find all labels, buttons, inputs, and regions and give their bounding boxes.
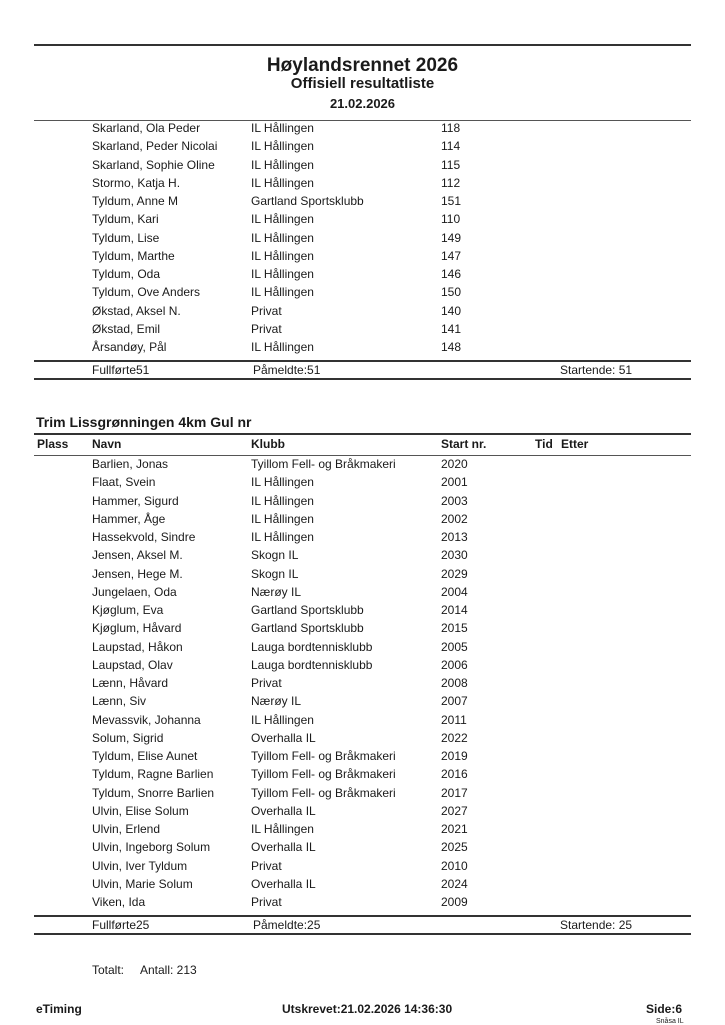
- club-name: Privat: [251, 895, 282, 909]
- class-title: Trim Lissgrønningen 4km Gul nr: [36, 414, 252, 430]
- table-row: [0, 247, 725, 265]
- col-place: Plass: [37, 437, 69, 451]
- table-row: [0, 674, 725, 692]
- table-row: [0, 229, 725, 247]
- table-row: [0, 473, 725, 491]
- table-row: [0, 747, 725, 765]
- table-row: [0, 565, 725, 583]
- runner-name: Kjøglum, Håvard: [92, 621, 182, 636]
- table-row: [0, 210, 725, 228]
- table-row: [0, 546, 725, 564]
- runner-name: Lænn, Siv: [92, 694, 147, 709]
- table-row: [0, 857, 725, 875]
- club-name: Lauga bordtennisklubb: [251, 639, 373, 654]
- runner-name: Skarland, Ola Peder: [92, 121, 201, 135]
- runner-name: Kjøglum, Eva: [92, 603, 164, 617]
- software-name: eTiming: [36, 1002, 82, 1016]
- start-number: 2020: [441, 457, 468, 471]
- club-name: IL Hållingen: [251, 285, 314, 300]
- table-row: [0, 119, 725, 137]
- club-name: Gartland Sportsklubb: [251, 194, 364, 208]
- runner-name: Tyldum, Ragne Barlien: [92, 767, 214, 782]
- club-name: Privat: [251, 858, 282, 873]
- start-number: 118: [441, 121, 461, 135]
- runner-name: Jungelaen, Oda: [92, 584, 177, 599]
- runner-name: Lænn, Håvard: [92, 676, 169, 690]
- table-row: [0, 338, 725, 356]
- table-row: [0, 156, 725, 174]
- section1-summary: [0, 361, 725, 379]
- start-number: 2010: [441, 858, 468, 873]
- runner-name: Jensen, Aksel M.: [92, 548, 183, 563]
- club-name: Skogn IL: [251, 566, 299, 581]
- club-name: IL Hållingen: [251, 493, 314, 508]
- table-row: [0, 802, 725, 820]
- page-number: Side:6: [646, 1002, 683, 1016]
- table-row: [0, 820, 725, 838]
- club-name: IL Hållingen: [251, 712, 314, 727]
- runner-name: Laupstad, Håkon: [92, 639, 183, 654]
- club-name: Overhalla IL: [251, 803, 316, 818]
- start-number: 149: [441, 230, 462, 245]
- table-row: [0, 137, 725, 155]
- runner-name: Jensen, Hege M.: [92, 566, 183, 581]
- section1-summary-bottom-rule: [34, 378, 691, 380]
- event-title: Høylandsrennet 2026: [266, 55, 459, 76]
- club-name: Privat: [251, 321, 282, 336]
- club-name: IL Hållingen: [251, 267, 314, 281]
- table-row: [0, 838, 725, 856]
- club-name: IL Hållingen: [251, 157, 314, 172]
- start-number: 2013: [441, 530, 468, 544]
- start-number: 147: [441, 248, 462, 263]
- runner-name: Tyldum, Marthe: [92, 248, 175, 263]
- runner-name: Skarland, Peder Nicolai: [92, 139, 218, 154]
- club-name: IL Hållingen: [251, 121, 314, 135]
- runner-name: Ulvin, Iver Tyldum: [92, 858, 188, 873]
- start-number: 2022: [441, 730, 468, 745]
- club-name: IL Hållingen: [251, 230, 314, 245]
- start-number: 110: [441, 212, 461, 227]
- club-name: IL Hållingen: [251, 248, 314, 263]
- start-number: 2009: [441, 895, 468, 909]
- registered-count: Påmeldte:51: [253, 363, 321, 377]
- top-rule: [34, 44, 691, 46]
- col-name: Navn: [92, 437, 122, 451]
- start-number: 2014: [441, 603, 468, 617]
- start-number: 2004: [441, 584, 468, 599]
- start-number: 115: [441, 157, 461, 172]
- report-subtitle: Offisiell resultatliste: [290, 75, 435, 92]
- report-date: 21.02.2026: [329, 96, 396, 111]
- totals-label: Totalt:: [92, 963, 125, 977]
- club-name: Overhalla IL: [251, 730, 316, 745]
- table-row: [0, 455, 725, 473]
- start-number: 140: [441, 303, 462, 318]
- runner-name: Ulvin, Ingeborg Solum: [92, 840, 211, 855]
- table-row: [0, 283, 725, 301]
- table-row: [0, 729, 725, 747]
- organizer-name: Snåsa IL: [656, 1018, 684, 1025]
- registered-count: Påmeldte:25: [253, 918, 321, 932]
- start-number: 114: [441, 139, 461, 154]
- start-number: 2001: [441, 475, 468, 490]
- table-row: [0, 711, 725, 729]
- runner-name: Tyldum, Oda: [92, 267, 161, 281]
- runner-name: Hassekvold, Sindre: [92, 530, 196, 544]
- runner-name: Ulvin, Erlend: [92, 822, 161, 836]
- runner-name: Hammer, Sigurd: [92, 493, 179, 508]
- runner-name: Laupstad, Olav: [92, 657, 173, 672]
- starters-count: Startende: 51: [560, 363, 633, 377]
- printed-timestamp: Utskrevet:21.02.2026 14:36:30: [282, 1002, 453, 1016]
- table-row: [0, 302, 725, 320]
- table-row: [0, 875, 725, 893]
- table-row: [0, 893, 725, 911]
- club-name: Privat: [251, 303, 282, 318]
- runner-name: Årsandøy, Pål: [92, 340, 167, 354]
- table-row: [0, 528, 725, 546]
- runner-name: Ulvin, Marie Solum: [92, 876, 193, 891]
- club-name: IL Hållingen: [251, 530, 314, 544]
- start-number: 2011: [441, 712, 467, 727]
- section2-summary-bottom-rule: [34, 933, 691, 935]
- table-row: [0, 601, 725, 619]
- start-number: 141: [441, 321, 462, 336]
- runner-name: Økstad, Emil: [92, 321, 161, 336]
- runner-name: Tyldum, Ove Anders: [92, 285, 201, 300]
- table-row: [0, 656, 725, 674]
- runner-name: Hammer, Åge: [92, 511, 166, 526]
- club-name: IL Hållingen: [251, 175, 314, 190]
- start-number: 2005: [441, 639, 468, 654]
- start-number: 112: [441, 175, 461, 190]
- table-row: [0, 692, 725, 710]
- start-number: 2019: [441, 749, 468, 763]
- completed-count: Fullførte51: [92, 363, 150, 377]
- start-number: 2016: [441, 767, 468, 782]
- start-number: 148: [441, 340, 462, 354]
- club-name: Skogn IL: [251, 548, 299, 563]
- club-name: IL Hållingen: [251, 822, 314, 836]
- runner-name: Tyldum, Snorre Barlien: [92, 785, 215, 800]
- table-row: [0, 765, 725, 783]
- completed-count: Fullførte25: [92, 918, 150, 932]
- start-number: 2017: [441, 785, 468, 800]
- table-row: [0, 192, 725, 210]
- club-name: IL Hållingen: [251, 340, 314, 354]
- start-number: 2024: [441, 876, 468, 891]
- start-number: 2030: [441, 548, 468, 563]
- table-row: [0, 265, 725, 283]
- club-name: Overhalla IL: [251, 876, 316, 891]
- runner-name: Tyldum, Elise Aunet: [92, 749, 198, 763]
- runner-name: Tyldum, Lise: [92, 230, 160, 245]
- start-number: 150: [441, 285, 462, 300]
- club-name: Tyillom Fell- og Bråkmakeri: [251, 749, 396, 763]
- start-number: 2003: [441, 493, 468, 508]
- start-number: 2027: [441, 803, 468, 818]
- club-name: IL Hållingen: [251, 139, 314, 154]
- col-start: Start nr.: [441, 437, 487, 451]
- table-row: [0, 320, 725, 338]
- club-name: Gartland Sportsklubb: [251, 603, 364, 617]
- runner-name: Viken, Ida: [92, 895, 146, 909]
- start-number: 2025: [441, 840, 468, 855]
- col-club: Klubb: [251, 437, 285, 451]
- start-number: 2007: [441, 694, 468, 709]
- club-name: Tyillom Fell- og Bråkmakeri: [251, 457, 396, 471]
- club-name: Gartland Sportsklubb: [251, 621, 364, 636]
- table-row: [0, 174, 725, 192]
- table-row: [0, 510, 725, 528]
- club-name: IL Hållingen: [251, 212, 314, 227]
- start-number: 2021: [441, 822, 468, 836]
- club-name: IL Hållingen: [251, 475, 314, 490]
- runner-name: Tyldum, Anne M: [92, 194, 179, 208]
- club-name: Nærøy IL: [251, 584, 302, 599]
- runner-name: Ulvin, Elise Solum: [92, 803, 189, 818]
- start-number: 2029: [441, 566, 468, 581]
- club-name: Nærøy IL: [251, 694, 302, 709]
- section2-summary: [0, 916, 725, 934]
- table-row: [0, 583, 725, 601]
- club-name: Tyillom Fell- og Bråkmakeri: [251, 785, 396, 800]
- start-number: 151: [441, 194, 462, 208]
- runner-name: Skarland, Sophie Oline: [92, 157, 215, 172]
- runner-name: Flaat, Svein: [92, 475, 156, 490]
- club-name: Tyillom Fell- og Bråkmakeri: [251, 767, 396, 782]
- start-number: 2008: [441, 676, 468, 690]
- column-headers: [0, 435, 725, 453]
- col-behind: Etter: [561, 437, 589, 451]
- table-row: [0, 784, 725, 802]
- club-name: Lauga bordtennisklubb: [251, 657, 373, 672]
- start-number: 2006: [441, 657, 468, 672]
- table-row: [0, 492, 725, 510]
- club-name: Overhalla IL: [251, 840, 316, 855]
- club-name: Privat: [251, 676, 282, 690]
- start-number: 2002: [441, 511, 468, 526]
- totals-count: Antall: 213: [140, 963, 197, 977]
- start-number: 2015: [441, 621, 468, 636]
- starters-count: Startende: 25: [560, 918, 633, 932]
- runner-name: Tyldum, Kari: [92, 212, 159, 227]
- runner-name: Økstad, Aksel N.: [92, 303, 181, 318]
- runner-name: Solum, Sigrid: [92, 730, 164, 745]
- table-row: [0, 619, 725, 637]
- totals: [0, 961, 725, 979]
- club-name: IL Hållingen: [251, 511, 314, 526]
- table-row: [0, 638, 725, 656]
- runner-name: Barlien, Jonas: [92, 457, 169, 471]
- start-number: 146: [441, 267, 462, 281]
- col-time: Tid: [535, 437, 553, 451]
- runner-name: Stormo, Katja H.: [92, 175, 181, 190]
- runner-name: Mevassvik, Johanna: [92, 712, 201, 727]
